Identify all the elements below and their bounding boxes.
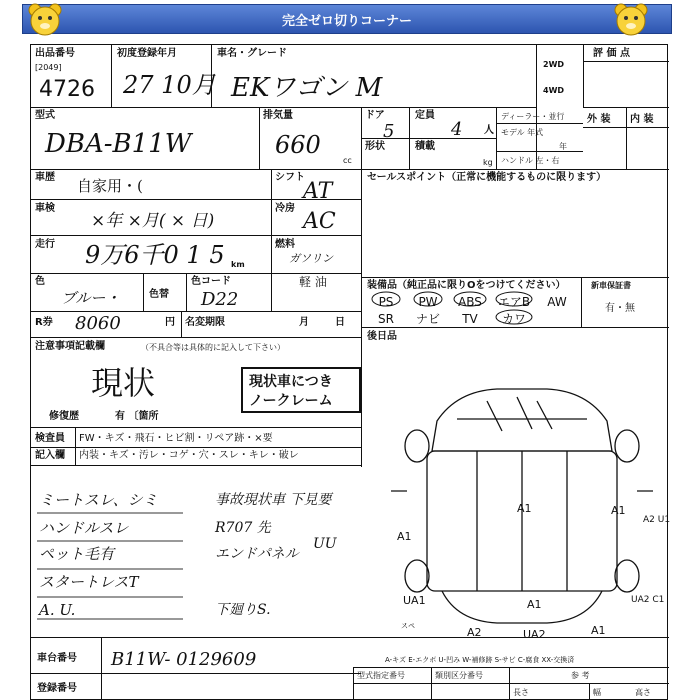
bear-mascot-icon xyxy=(26,2,64,38)
recycle-value: 8060 xyxy=(75,313,121,334)
remark-left-5: A. U. xyxy=(39,601,76,619)
4wd-label: 4WD xyxy=(543,86,565,95)
remark-left-3: ペット毛有 xyxy=(39,545,115,563)
diagram-mark-9: UA2 xyxy=(523,628,546,641)
diagram-mark-7: UA2 C1 xyxy=(631,595,665,605)
form-label-1: 型式指定番号 xyxy=(357,671,405,680)
equip-leather: カワ xyxy=(501,312,526,326)
registration-number-label: 登録番号 xyxy=(37,683,77,694)
color-change-label: 色替 xyxy=(149,289,169,300)
shape-label: 形状 xyxy=(365,141,385,152)
first-registration-value: 27 10月 xyxy=(123,71,216,99)
lot-number: 4726 xyxy=(39,77,95,102)
width-label: 幅 xyxy=(593,688,601,697)
reference-label: 参 考 xyxy=(571,671,590,680)
sales-point-label: セールスポイント（正常に機能するものに限ります） xyxy=(367,172,607,183)
cc-unit: cc xyxy=(343,156,352,165)
color-value: ブルー・ xyxy=(61,289,121,307)
shift-label: シフト xyxy=(275,172,305,183)
mileage-value: 9万6千0 1 5 xyxy=(85,241,225,269)
capacity-value: 4 xyxy=(451,119,463,140)
fw-row: FW・キズ・飛石・ヒビ割・リペア跡・×要 xyxy=(79,433,273,444)
notes-value: 現状 xyxy=(91,364,156,402)
entry-label: 記入欄 xyxy=(35,450,65,461)
name-change-label: 名変期限 xyxy=(185,317,225,328)
door-value: 5 xyxy=(383,121,395,142)
year-unit: 年 xyxy=(559,142,567,151)
as-is-stamp xyxy=(241,367,361,413)
equipment-label: 装備品（純正品に限りOをつけてください） xyxy=(367,280,566,291)
diagram-mark-6: A1 xyxy=(527,598,542,611)
equip-aw: AW xyxy=(547,295,567,309)
stamp-line1: 現状車につき xyxy=(249,374,333,390)
chassis-number-label: 車台番号 xyxy=(37,653,77,664)
model-year-label: モデル 年式 xyxy=(501,128,544,137)
car-name-label: 車名・グレード xyxy=(217,48,287,59)
diagram-mark-10: A1 xyxy=(591,624,606,637)
day-unit: 日 xyxy=(335,317,345,328)
capacity-label: 定員 xyxy=(415,110,435,121)
fuel-label: 燃料 xyxy=(275,239,295,250)
form-label-2: 類別区分番号 xyxy=(435,671,483,680)
fuel-gasoline: ガソリン xyxy=(289,252,333,265)
recycle-label: R券 xyxy=(35,317,53,328)
diagram-mark-2: A1 xyxy=(397,530,412,543)
interior-label: 内 装 xyxy=(630,114,654,125)
inspection-value: ×年 ×月( × 日) xyxy=(91,211,215,231)
notes-label: 注意事項記載欄 xyxy=(35,341,105,352)
bear-mascot-icon xyxy=(612,2,650,38)
diagram-mark-8: A2 xyxy=(467,626,482,639)
color-code-label: 色コード xyxy=(191,276,231,287)
back-date-label: 後日品 xyxy=(367,331,397,342)
remark-underlines xyxy=(33,483,203,623)
ac-label: 冷房 xyxy=(275,203,295,214)
fuel-diesel: 軽 油 xyxy=(299,275,327,289)
month-unit: 月 xyxy=(299,317,309,328)
displacement-value: 660 xyxy=(275,131,321,159)
model-value: DBA-B11W xyxy=(45,129,192,159)
new-warranty-label: 新車保証書 xyxy=(591,281,631,290)
equip-pw: PW xyxy=(418,295,438,309)
banner-title: 完全ゼロ切りコーナー xyxy=(281,14,412,29)
grade-label: 評 価 点 xyxy=(593,48,630,59)
notes-sub-label: （不具合等は具体的に記入して下さい） xyxy=(141,343,285,352)
lot-number-label: 出品番号 xyxy=(35,48,75,59)
color-code-value: D22 xyxy=(201,289,239,310)
inspector-label: 検査員 xyxy=(35,433,65,444)
2wd-label: 2WD xyxy=(543,60,565,69)
interior-row: 内装・キズ・汚レ・コゲ・穴・スレ・キレ・破レ xyxy=(79,450,299,461)
lot-sub-label: [2049] xyxy=(35,63,62,72)
vehicle-history-value: 自家用・( xyxy=(77,177,143,195)
inspection-label: 車検 xyxy=(35,203,55,214)
auction-sheet xyxy=(30,44,671,700)
diagram-mark-4: A2 U1 xyxy=(643,515,671,525)
remark-right-1: 事故現状車 下見要 xyxy=(215,492,332,508)
remark-left-2: ハンドルスレ xyxy=(39,519,129,537)
remark-mark: UU xyxy=(313,536,337,552)
first-registration-label: 初度登録年月 xyxy=(117,48,177,59)
equipment-circles xyxy=(365,291,585,327)
stamp-line2: ノークレーム xyxy=(249,393,333,409)
kg-unit: kg xyxy=(483,158,493,167)
handle-label: ハンドル 左・右 xyxy=(501,156,560,165)
warranty-value: 有・無 xyxy=(605,303,635,314)
ac-value: AC xyxy=(303,209,336,234)
header-banner xyxy=(22,4,672,34)
load-label: 積載 xyxy=(415,141,435,152)
vehicle-history-label: 車歴 xyxy=(35,172,55,183)
equip-airbag: エアB xyxy=(497,295,531,309)
equip-navi: ナビ xyxy=(415,312,440,326)
height-label: 高さ xyxy=(635,688,651,697)
equip-sr: SR xyxy=(378,312,394,326)
damage-legend: A-キズ E-エクボ U-凹み W-補修跡 S-サビ C-腐食 XX-交換済 xyxy=(385,656,575,664)
displacement-label: 排気量 xyxy=(263,110,293,121)
dealer-label: ディーラー・並行 xyxy=(501,112,565,121)
remark-left-1: ミートスレ、シミ xyxy=(39,491,158,509)
repair-history-label: 修復歴 xyxy=(49,411,79,422)
remark-right-5: 下廻りS. xyxy=(215,602,271,618)
door-label: ドア xyxy=(365,110,385,121)
length-label: 長さ xyxy=(513,688,529,697)
car-name-value: EKワゴン M xyxy=(231,73,383,103)
yen-unit: 円 xyxy=(165,317,175,328)
color-label: 色 xyxy=(35,276,45,287)
exterior-label: 外 装 xyxy=(587,114,611,125)
diagram-mark-11: スペ xyxy=(401,622,415,630)
mileage-label: 走行 xyxy=(35,239,55,250)
remark-right-2: R707 先 xyxy=(215,520,271,536)
shift-value: AT xyxy=(303,179,333,204)
remark-right-3: エンドパネル xyxy=(215,546,299,562)
km-unit: km xyxy=(231,260,245,269)
diagram-mark-5: UA1 xyxy=(403,594,426,607)
equip-abs: ABS xyxy=(458,295,482,309)
diagram-mark-3: A1 xyxy=(611,504,626,517)
equip-tv: TV xyxy=(462,312,478,326)
chassis-number-value: B11W- 0129609 xyxy=(111,649,257,670)
person-unit: 人 xyxy=(484,125,494,136)
model-label: 型式 xyxy=(35,110,55,121)
diagram-mark-1: A1 xyxy=(517,502,532,515)
equip-ps: PS xyxy=(378,295,394,309)
remark-left-4: スタートレスT xyxy=(39,573,139,591)
repair-history-value: 有 〔箇所 xyxy=(115,411,159,422)
